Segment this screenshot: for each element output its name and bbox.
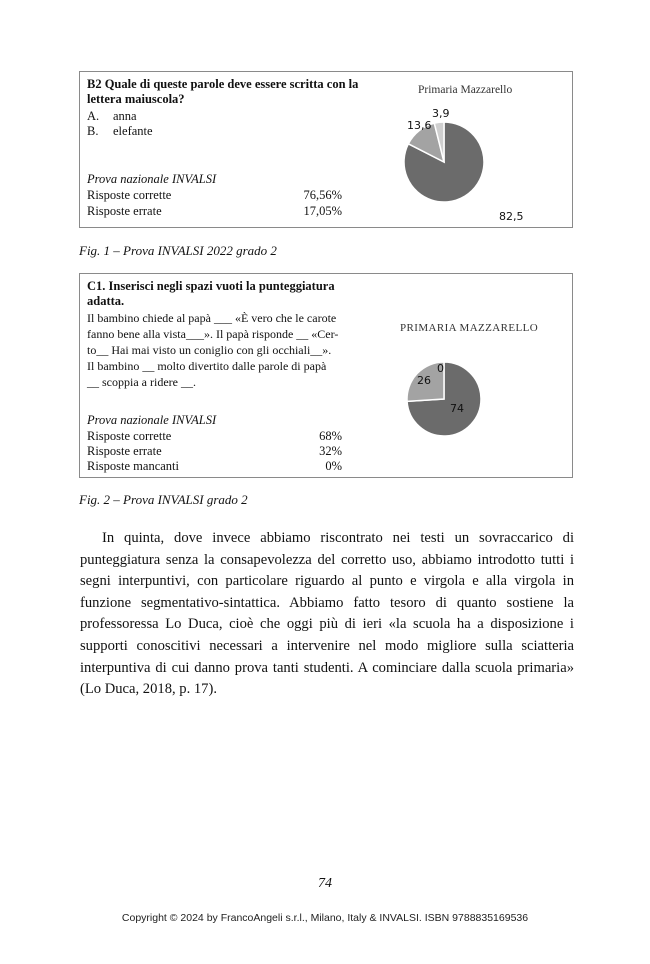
fig1-result-label-correct: Risposte corrette: [87, 188, 172, 202]
fig2-text-line-1: Il bambino chiede al papà ___ «È vero che le carote: [87, 311, 337, 325]
fig2-text-line-3: to__ Hai mai visto un coniglio con gli occhiali__».: [87, 343, 332, 357]
fig2-text-line-2: fanno bene alla vista___». Il papà risponde __ «Cer-: [87, 327, 339, 341]
fig2-result-label-missing: Risposte mancanti: [87, 459, 179, 473]
fig1-caption: Fig. 1 – Prova INVALSI 2022 grado 2: [79, 243, 277, 258]
fig2-text-line-5: __ scoppia a ridere __.: [87, 375, 196, 389]
chart1-data-label-0: 82,5: [499, 210, 524, 223]
fig1-option-b: B. elefante: [87, 124, 153, 138]
chart2-data-label-1: 26: [417, 374, 431, 387]
chart1-data-label-2: 3,9: [432, 107, 450, 120]
figure-1-box: [79, 71, 573, 228]
fig1-result-value-correct: 76,56%: [303, 188, 342, 202]
fig1-national-label: Prova nazionale INVALSI: [87, 172, 217, 186]
fig2-caption: Fig. 2 – Prova INVALSI grado 2: [79, 492, 248, 507]
fig2-text-line-4: Il bambino __ molto divertito dalle parole di papà: [87, 359, 327, 373]
fig1-result-value-wrong: 17,05%: [303, 204, 342, 218]
chart2-data-label-0: 74: [450, 402, 464, 415]
body-paragraph-text: In quinta, dove invece abbiamo riscontrato nei testi un sovraccarico di punteggiatura senza la consapevolezza del corretto uso, abbiamo introdotto tutti i segni interpuntivi, con particolare riguardo al punto e virgola e alla virgola in funzione segmentativo-sintattica. Abbiamo fatto tesoro di quanto sostiene la professoressa Lo Duca, cioè che oggi più di ieri «la scuola ha a disposizione i supporti conoscitivi necessari a intervenire nel modo migliore sulla sciatteria interpuntiva di cui danno prova tanti studenti. A cominciare dalla scuola primaria» (Lo Duca, 2018, p. 17).: [80, 530, 574, 698]
chart2-data-label-2: 0: [437, 362, 444, 375]
chart1-title: Primaria Mazzarello: [418, 84, 513, 96]
figure-2-box: [79, 273, 573, 478]
fig2-result-label-correct: Risposte corrette: [87, 429, 172, 443]
page-number: 74: [318, 876, 332, 891]
fig1-option-a: A. anna: [87, 109, 137, 123]
copyright-notice: Copyright © 2024 by FrancoAngeli s.r.l., Milano, Italy & INVALSI. ISBN 9788835169536: [121, 912, 529, 924]
chart2-pie: [374, 344, 574, 454]
chart1-pie: [374, 88, 574, 228]
fig2-national-label: Prova nazionale INVALSI: [87, 413, 217, 427]
chart2-title: PRIMARIA MAZZARELLO: [400, 322, 539, 334]
fig1-question: B2 Quale di queste parole deve essere scritta con la lettera maiuscola?: [87, 77, 359, 106]
fig1-result-label-wrong: Risposte errate: [87, 204, 162, 218]
fig2-result-value-missing: 0%: [325, 459, 342, 473]
fig2-result-label-wrong: Risposte errate: [87, 444, 162, 458]
fig2-result-value-wrong: 32%: [319, 444, 342, 458]
fig2-question: C1. Inserisci negli spazi vuoti la punteggiatura adatta.: [87, 279, 335, 308]
body-paragraph: [80, 528, 574, 701]
fig2-result-value-correct: 68%: [319, 429, 342, 443]
chart1-data-label-1: 13,6: [407, 119, 432, 132]
